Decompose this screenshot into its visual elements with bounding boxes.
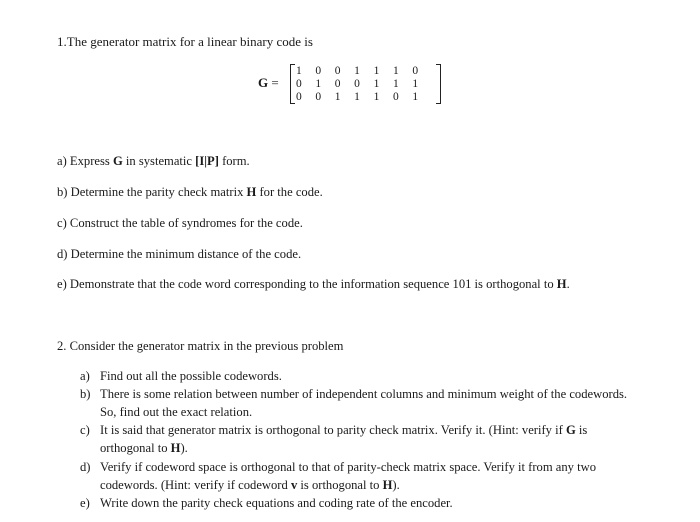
matrix-row: 0 1 0 0 1 1 1 <box>296 78 419 90</box>
problem-1-part-d: d) Determine the minimum distance of the code. <box>57 247 302 261</box>
problem-2-item-b: b) There is some relation between number of independent columns and minimum weight of the codewords. So, find out the exact relation. <box>80 387 628 419</box>
matrix-row: 1 0 0 1 1 1 0 <box>296 65 419 77</box>
problem-1-part-c: c) Construct the table of syndromes for the code. <box>57 216 303 230</box>
matrix-label: G = <box>258 75 279 90</box>
matrix-right-bracket <box>436 64 441 104</box>
problem-1-part-a: a) Express G in systematic [I|P] form. <box>57 154 250 168</box>
problem-1-part-b: b) Determine the parity check matrix H for the code. <box>57 185 323 199</box>
matrix-left-bracket <box>290 64 295 104</box>
problem-2-item-e: e) Write down the parity check equations and coding rate of the encoder. <box>80 496 453 510</box>
problem-2-title: 2. Consider the generator matrix in the previous problem <box>57 339 344 353</box>
matrix-row: 0 0 1 1 1 0 1 <box>296 91 419 103</box>
problem-2-item-c: c) It is said that generator matrix is orthogonal to parity check matrix. Verify it. (Hint: verify if G is orthogonal to H). <box>80 423 588 455</box>
problem-1-title: 1.The generator matrix for a linear binary code is <box>57 34 313 49</box>
problem-2-item-a: a) Find out all the possible codewords. <box>80 369 282 383</box>
problem-1-part-e: e) Demonstrate that the code word corresponding to the information sequence 101 is orthogonal to H. <box>57 277 570 291</box>
problem-2-item-d: d) Verify if codeword space is orthogonal to that of parity-check matrix space. Verify it from any two codewords. (Hint: verify if codeword v is orthogonal to H). <box>80 460 597 492</box>
